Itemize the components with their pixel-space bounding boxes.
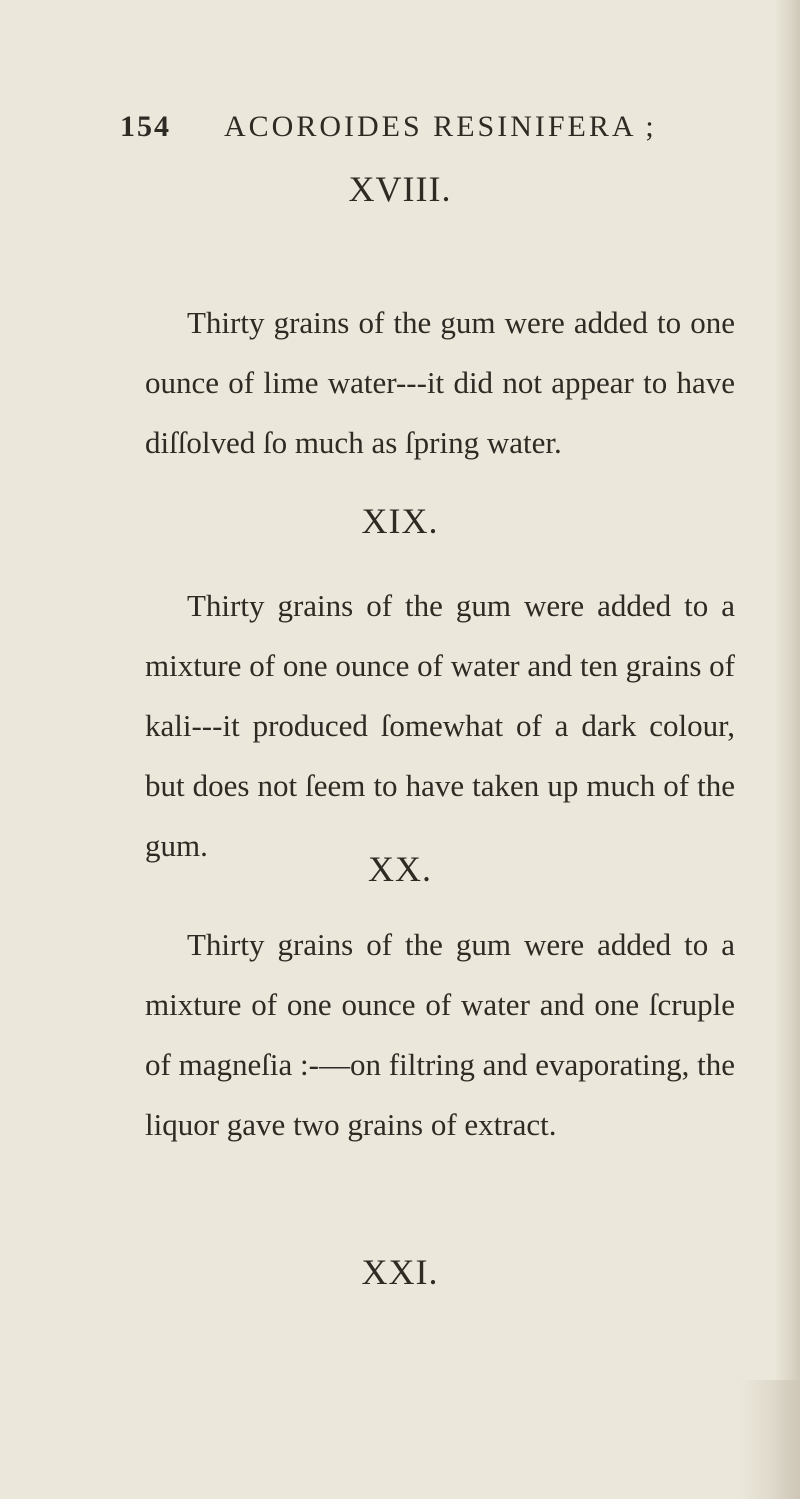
section-text-xviii: Thirty grains of the gum were added to one ounce of lime water---it did not appear to have diſſolved ſo much as ſpring water.: [145, 305, 735, 460]
section-text-xx: Thirty grains of the gum were added to a mixture of one ounce of water and one ſcruple of magneſia :-—on filtring and evaporating, the liquor gave two grains of extract.: [145, 927, 735, 1142]
section-paragraph-xx: [145, 915, 735, 1155]
section-text-xix: Thirty grains of the gum were added to a mixture of one ounce of water and ten grains of kali---it produced ſomewhat of a dark colour, but does not ſeem to have taken up much of the gum.: [145, 588, 735, 863]
section-heading-xviii: XVIII.: [348, 169, 452, 209]
page-corner-shadow: [740, 1380, 800, 1499]
section-paragraph-xix: [145, 576, 735, 876]
running-header: [120, 110, 680, 160]
page-number: 154: [120, 110, 171, 143]
section-heading-xix: XIX.: [361, 501, 439, 541]
section-heading-xxi: XXI.: [361, 1252, 439, 1292]
running-head-title: ACOROIDES RESINIFERA ;: [224, 110, 657, 143]
section-heading-xx: XX.: [368, 849, 432, 889]
section-paragraph-xviii: [145, 293, 735, 473]
